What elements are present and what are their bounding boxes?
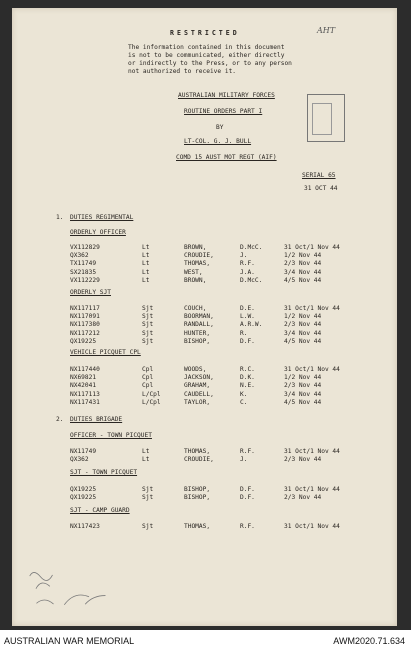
- roster-date: 3/4 Nov 44: [284, 329, 322, 337]
- roster-init: N.E.: [240, 382, 255, 390]
- roster-init: K.: [240, 390, 248, 398]
- roster-rank: L/Cpl: [142, 398, 161, 406]
- duty-roster-row: [12, 374, 397, 382]
- roster-rank: Cpl: [142, 382, 154, 390]
- roster-no: NX69821: [70, 374, 97, 382]
- org-title: AUSTRALIAN MILITARY FORCES: [178, 92, 275, 99]
- margin-handwritten-notes: [21, 541, 125, 626]
- handwriting-scribble-icon: [21, 541, 125, 626]
- section-number: 1.: [56, 214, 64, 221]
- roster-date: 2/3 Nov 44: [284, 260, 322, 268]
- roster-rank: Lt: [142, 268, 150, 276]
- roster-date: 31 Oct/1 Nov 44: [284, 244, 340, 251]
- roster-init: D.McC.: [240, 244, 263, 251]
- roster-init: D.E.: [240, 305, 255, 312]
- duty-roster-row: [12, 523, 397, 531]
- author-line: LT-COL. G. J. BULL: [184, 138, 252, 145]
- roster-date: 1/2 Nov 44: [284, 313, 322, 321]
- roster-rank: Lt: [142, 276, 150, 284]
- roster-init: D.McC.: [240, 276, 263, 284]
- roster-no: NX42041: [70, 382, 97, 390]
- duty-roster-row: [12, 313, 397, 321]
- roster-date: 31 Oct/1 Nov 44: [284, 366, 340, 373]
- roster-date: 2/3 Nov 44: [284, 456, 322, 464]
- duty-roster-row: [12, 382, 397, 390]
- roster-no: NX117113: [70, 390, 100, 398]
- duty-roster-row: [12, 448, 397, 456]
- roster-date: 2/3 Nov 44: [284, 321, 322, 329]
- roster-date: 31 Oct/1 Nov 44: [284, 448, 340, 455]
- faint-stamp-box-inner: [312, 103, 332, 135]
- roster-init: J.: [240, 456, 248, 464]
- duty-group-title: ORDERLY OFFICER: [70, 229, 126, 236]
- roster-date: 31 Oct/1 Nov 44: [284, 305, 340, 312]
- roster-init: J.: [240, 252, 248, 260]
- roster-name: BISHOP,: [184, 337, 211, 345]
- roster-rank: Lt: [142, 244, 150, 251]
- roster-init: A.R.W.: [240, 321, 263, 329]
- roster-no: NX11749: [70, 448, 97, 455]
- roster-no: NX117440: [70, 366, 100, 373]
- roster-date: 2/3 Nov 44: [284, 382, 322, 390]
- roster-rank: Sjt: [142, 321, 154, 329]
- roster-rank: Lt: [142, 456, 150, 464]
- roster-name: TAYLOR,: [184, 398, 211, 406]
- roster-name: GRAHAM,: [184, 382, 211, 390]
- duty-roster-row: [12, 252, 397, 260]
- roster-init: D.F.: [240, 494, 255, 502]
- roster-rank: Sjt: [142, 313, 154, 321]
- roster-rank: Sjt: [142, 305, 154, 312]
- duty-roster-row: [12, 244, 397, 252]
- roster-no: NX117117: [70, 305, 100, 312]
- unit-line: COMD 15 AUST MOT REGT (AIF): [176, 154, 277, 161]
- duty-roster-row: [12, 456, 397, 464]
- roster-date: 1/2 Nov 44: [284, 374, 322, 382]
- roster-no: QX362: [70, 252, 89, 260]
- roster-name: BOORMAN,: [184, 313, 214, 321]
- roster-date: 4/5 Nov 44: [284, 337, 322, 345]
- roster-rank: Lt: [142, 260, 150, 268]
- roster-name: THOMAS,: [184, 448, 211, 455]
- notice-line-1: The information contained in this document: [128, 44, 285, 51]
- by-line: BY: [216, 124, 224, 131]
- duty-group-title: ORDERLY SJT: [70, 289, 111, 296]
- roster-no: NX117431: [70, 398, 100, 406]
- roster-date: 4/5 Nov 44: [284, 276, 322, 284]
- roster-no: NX117091: [70, 313, 100, 321]
- duty-roster-row: [12, 391, 397, 399]
- section-heading: DUTIES BRIGADE: [70, 416, 123, 423]
- notice-line-2: is not to be communicated, either directly: [128, 52, 285, 59]
- roster-name: CROUDIE,: [184, 252, 214, 260]
- duty-roster-row: [12, 305, 397, 313]
- roster-name: CROUDIE,: [184, 456, 214, 464]
- section-number: 2.: [56, 416, 64, 423]
- roster-init: R.F.: [240, 448, 255, 455]
- duty-roster-row: [12, 260, 397, 268]
- duty-roster-row: [12, 494, 397, 502]
- roster-init: D.K.: [240, 374, 255, 382]
- roster-rank: Sjt: [142, 329, 154, 337]
- roster-no: NX117212: [70, 329, 100, 337]
- roster-rank: Cpl: [142, 366, 154, 373]
- roster-no: VX112829: [70, 244, 100, 251]
- order-date: 31 OCT 44: [304, 185, 338, 192]
- footer-reference: AWM2020.71.634: [333, 636, 405, 646]
- orders-title: ROUTINE ORDERS PART I: [184, 108, 263, 115]
- notice-line-3: or indirectly to the Press, or to any person: [128, 60, 292, 67]
- roster-no: QX19225: [70, 494, 97, 502]
- roster-init: D.F.: [240, 486, 255, 493]
- roster-name: WOODS,: [184, 366, 207, 373]
- roster-name: BISHOP,: [184, 486, 211, 493]
- duty-group-title: OFFICER - TOWN PICQUET: [70, 432, 152, 439]
- duty-roster-row: [12, 399, 397, 407]
- roster-name: THOMAS,: [184, 260, 211, 268]
- duty-roster-row: [12, 366, 397, 374]
- roster-date: 3/4 Nov 44: [284, 268, 322, 276]
- roster-init: L.W.: [240, 313, 255, 321]
- roster-rank: L/Cpl: [142, 390, 161, 398]
- roster-rank: Lt: [142, 448, 150, 455]
- duty-roster-row: [12, 277, 397, 285]
- duty-group-title: VEHICLE PICQUET CPL: [70, 349, 141, 356]
- roster-init: R.F.: [240, 523, 255, 530]
- classification-heading: RESTRICTED: [170, 29, 240, 37]
- roster-init: J.A.: [240, 268, 255, 276]
- roster-init: D.F.: [240, 337, 255, 345]
- roster-no: QX19225: [70, 337, 97, 345]
- roster-rank: Sjt: [142, 486, 154, 493]
- roster-no: VX112229: [70, 276, 100, 284]
- notice-line-4: not authorized to receive it.: [128, 68, 237, 75]
- document-page: [12, 8, 397, 626]
- duty-roster-row: [12, 269, 397, 277]
- roster-date: 2/3 Nov 44: [284, 494, 322, 502]
- roster-name: BISHOP,: [184, 494, 211, 502]
- roster-no: NX117380: [70, 321, 100, 329]
- roster-no: QX19225: [70, 486, 97, 493]
- duty-roster-row: [12, 321, 397, 329]
- serial-number: SERIAL 65: [302, 172, 336, 179]
- roster-date: 4/5 Nov 44: [284, 398, 322, 406]
- roster-name: COUCH,: [184, 305, 207, 312]
- duty-roster-row: [12, 338, 397, 346]
- roster-name: THOMAS,: [184, 523, 211, 530]
- roster-name: JACKSON,: [184, 374, 214, 382]
- roster-init: R.: [240, 329, 248, 337]
- roster-rank: Lt: [142, 252, 150, 260]
- roster-date: 1/2 Nov 44: [284, 252, 322, 260]
- roster-init: C.: [240, 398, 248, 406]
- roster-no: SX21835: [70, 268, 97, 276]
- roster-no: QX362: [70, 456, 89, 464]
- roster-date: 31 Oct/1 Nov 44: [284, 523, 340, 530]
- archive-footer: [0, 630, 411, 653]
- roster-rank: Cpl: [142, 374, 154, 382]
- roster-name: BROWN,: [184, 244, 207, 251]
- roster-init: R.F.: [240, 260, 255, 268]
- roster-name: CAUDELL,: [184, 390, 214, 398]
- roster-name: RANDALL,: [184, 321, 214, 329]
- roster-no: TX11749: [70, 260, 97, 268]
- roster-rank: Sjt: [142, 494, 154, 502]
- section-heading: DUTIES REGIMENTAL: [70, 214, 134, 221]
- corner-handwritten-note: AHT: [317, 26, 336, 35]
- roster-name: BROWN,: [184, 276, 207, 284]
- duty-roster-row: [12, 486, 397, 494]
- roster-date: 31 Oct/1 Nov 44: [284, 486, 340, 493]
- roster-name: WEST,: [184, 268, 203, 276]
- roster-name: HUNTER,: [184, 329, 211, 337]
- duty-group-title: SJT - TOWN PICQUET: [70, 469, 138, 476]
- roster-init: R.C.: [240, 366, 255, 373]
- roster-rank: Sjt: [142, 523, 154, 530]
- footer-source: AUSTRALIAN WAR MEMORIAL: [4, 636, 135, 646]
- duty-roster-row: [12, 330, 397, 338]
- roster-date: 3/4 Nov 44: [284, 390, 322, 398]
- roster-no: NX117423: [70, 523, 100, 530]
- duty-group-title: SJT - CAMP GUARD: [70, 507, 130, 514]
- roster-rank: Sjt: [142, 337, 154, 345]
